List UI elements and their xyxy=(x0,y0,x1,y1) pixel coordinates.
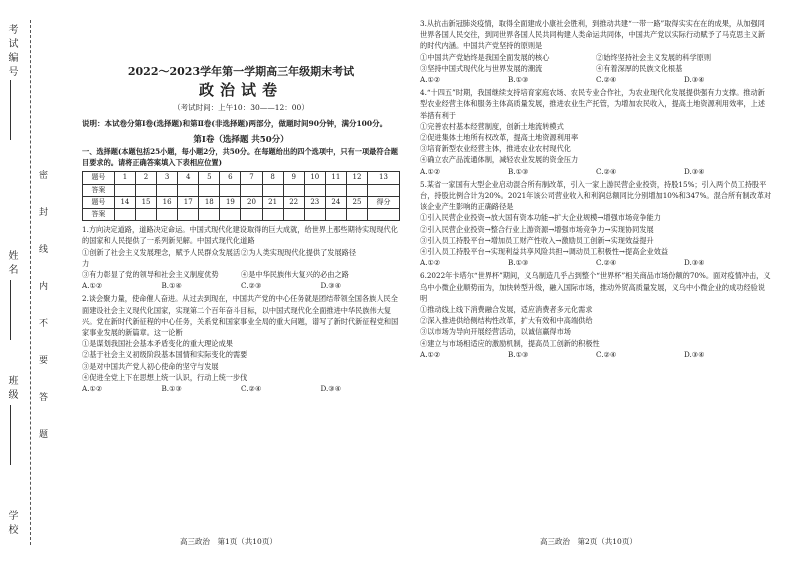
question-2-answers: A.①② B.①③ C.②④ D.③④ xyxy=(82,384,342,394)
question-2-option: ④促进全党上下在思想上统一认识，行动上统一步伐 xyxy=(82,372,248,382)
question-6-option: ②深入推进供给侧结构性改革，扩大有效和中高端供给 xyxy=(420,316,593,326)
name-label: 姓名 xyxy=(6,250,17,278)
question-5-option: ④引入员工持股平台→实现利益共享风险共担→调动员工积极性→提高企业效益 xyxy=(420,247,669,257)
question-2-option: ①是谋划我国社会基本矛盾变化的重大理论成果 xyxy=(82,339,233,349)
question-2-option: ③是对中国共产党人初心使命的坚守与发展 xyxy=(82,361,219,371)
question-2: 2.谈会聚力量，使命催人奋进。从过去到现在，中国共产党的中心任务就是团结带领全国各族人民全面建设社会主义现代化国家，实现第二个百年奋斗目标，以中国式现代化全面推进中华民族伟大复兴。党在新时代新征程的中心任务，关系党和国家事业全局的重大问题，谱写了新时代新征程党和国家事业发展的新篇章。这一论断 xyxy=(82,294,399,338)
class-line xyxy=(10,405,11,465)
section-title: 第Ⅰ卷（选择题 共50分） xyxy=(193,134,289,145)
page-right xyxy=(420,18,772,360)
question-6-option: ①推动线上线下消费融合发展，适应消费者多元化需求 xyxy=(420,305,593,315)
exam-number-label: 考试编号 xyxy=(6,24,17,80)
question-4-option: ④确立农产品流通体制，减轻农业发展的资金压力 xyxy=(420,155,579,165)
seal-text: 密封线内不要答题 xyxy=(37,170,47,466)
class-label: 班级 xyxy=(6,375,17,403)
question-5-option: ②引入民营企业投资→整合行业上游资源→增强市场竞争力→实现协同发展 xyxy=(420,224,654,234)
question-6: 6.2022年卡塔尔“世界杯”期间，义乌制造几乎占到整个“世界杯”相关商品市场份额的70%。面对疫情冲击，义乌中小微企业顺势而为，加快转型升级，融入国际市场，推动外贸高质量发展，义乌中小微企业的成功经验说明 xyxy=(420,271,771,303)
name-line xyxy=(10,280,11,340)
question-3: 3.从抗击新冠肺炎疫情，取得全面建成小康社会胜利，到推动共建“一带一路”取得实实在在的成果，从加强同世界各国人民交往，到同世界各国人民共同构建人类命运共同体，中国共产党以实际行动赋予了马克思主义新的时代内涵。中国共产党坚持的原则是 xyxy=(420,19,766,51)
exam-number-line xyxy=(10,80,11,140)
footer-right: 高三政治 第2页（共10页） xyxy=(540,537,637,546)
exam-title: 政治试卷 xyxy=(198,81,283,100)
question-5: 5.某省一家国有大型企业启动混合所有制改革，引入一家上游民营企业投资，持股15%；引入两个员工持股平台，持股比例合计为20%。2021年该公司营业收入和利润总额同比分别增加10%和347%。混合所有制改革对该企业产生影响的正确路径是 xyxy=(420,179,772,212)
question-4-option: ①完善农村基本经营制度，创新土地流转模式 xyxy=(420,121,564,131)
question-4: 4.“十四五”时期，我国继续支持培育家庭农场、农民专业合作社，为农业现代化发展提供强有力支撑。推动新型农业经营主体和服务主体高质量发展，推进农业生产托管，为增加农民收入，提高土地资源利用效率，上述举措有利于 xyxy=(420,88,766,120)
question-3-options: ①中国共产党始终是我国全面发展的核心 ②始终坚持社会主义发展的科学原则 ③坚持中国式现代化与世界发展的潮流 ④有着深厚的民族文化根基 xyxy=(420,52,712,73)
question-2-option: ②基于社会主义初级阶段基本国情和实际变化的需要 xyxy=(82,350,248,360)
table-row: 题号 1 2 3 4 5 6 7 8 9 10 11 12 13 xyxy=(83,172,400,184)
question-4-answers: A.①② B.①③ C.②④ D.③④ xyxy=(420,166,705,176)
section-instructions: 一、选择题(本题包括25小题，每小题2分，共50分。在每题给出的四个选项中，只有一项最符合题目要求的。请将正确答案填入下表相应位置) xyxy=(82,147,398,168)
question-6-answers: A.①② B.①③ C.②④ D.③④ xyxy=(420,349,705,359)
page-left xyxy=(82,18,400,394)
answer-table xyxy=(82,171,400,221)
question-3-answers: A.①② B.①③ C.②④ D.③④ xyxy=(420,75,705,85)
table-row: 答案 xyxy=(83,184,400,196)
question-6-option: ④建立与市场相适应的激励机制，提高员工创新的积极性 xyxy=(420,338,600,348)
question-1: 1.方向决定道路，道路决定命运。中国式现代化建设取得的巨大成就，给世界上那些期待实现现代化的国家和人民提供了一系列新见解。中国式现代化道路 xyxy=(82,225,398,246)
table-row: 题号 14 15 16 17 18 19 20 21 22 23 24 25 得分 xyxy=(83,196,400,208)
question-5-option: ①引入民营企业投资→放大国有资本功能→扩大企业规模→增强市场竞争能力 xyxy=(420,213,661,223)
school-label: 学校 xyxy=(6,510,17,538)
question-4-option: ③培育新型农业经营主体，推进农业农村现代化 xyxy=(420,144,571,154)
exam-year: 2022～2023学年第一学期高三年级期末考试 xyxy=(127,65,355,78)
question-4-option: ②促进集体土地所有权改革，提高土地资源利用率 xyxy=(420,133,579,143)
footer-left: 高三政治 第1页（共10页） xyxy=(180,537,277,546)
question-5-answers: A.①② B.①③ C.②④ D.③④ xyxy=(420,258,705,268)
question-1-answers: A.①② B.①④ C.②③ D.③④ xyxy=(82,281,342,291)
seal-dashed-line xyxy=(30,20,31,545)
binding-margin xyxy=(0,0,62,561)
question-1-options: ①创新了社会主义发展理念，赋予人民群众发展活力 ②为人类实现现代化提供了发展路径 ③有力彰显了党的领导和社会主义制度优势 ④是中华民族伟大复兴的必由之路 xyxy=(82,247,357,280)
exam-note: 说明：本试卷分第Ⅰ卷(选择题)和第Ⅱ卷(非选择题)两部分，做题时间90分钟，满分100分。 xyxy=(82,118,388,128)
question-5-option: ③引入员工持股平台→增加员工财产性收入→激励员工创新→实现效益提升 xyxy=(420,235,654,245)
table-row: 答案 xyxy=(83,209,400,221)
exam-time: （考试时间：上午10：30——12：00） xyxy=(173,103,309,113)
question-6-option: ③以市场为导向开展经营活动，以诚信赢得市场 xyxy=(420,327,571,337)
